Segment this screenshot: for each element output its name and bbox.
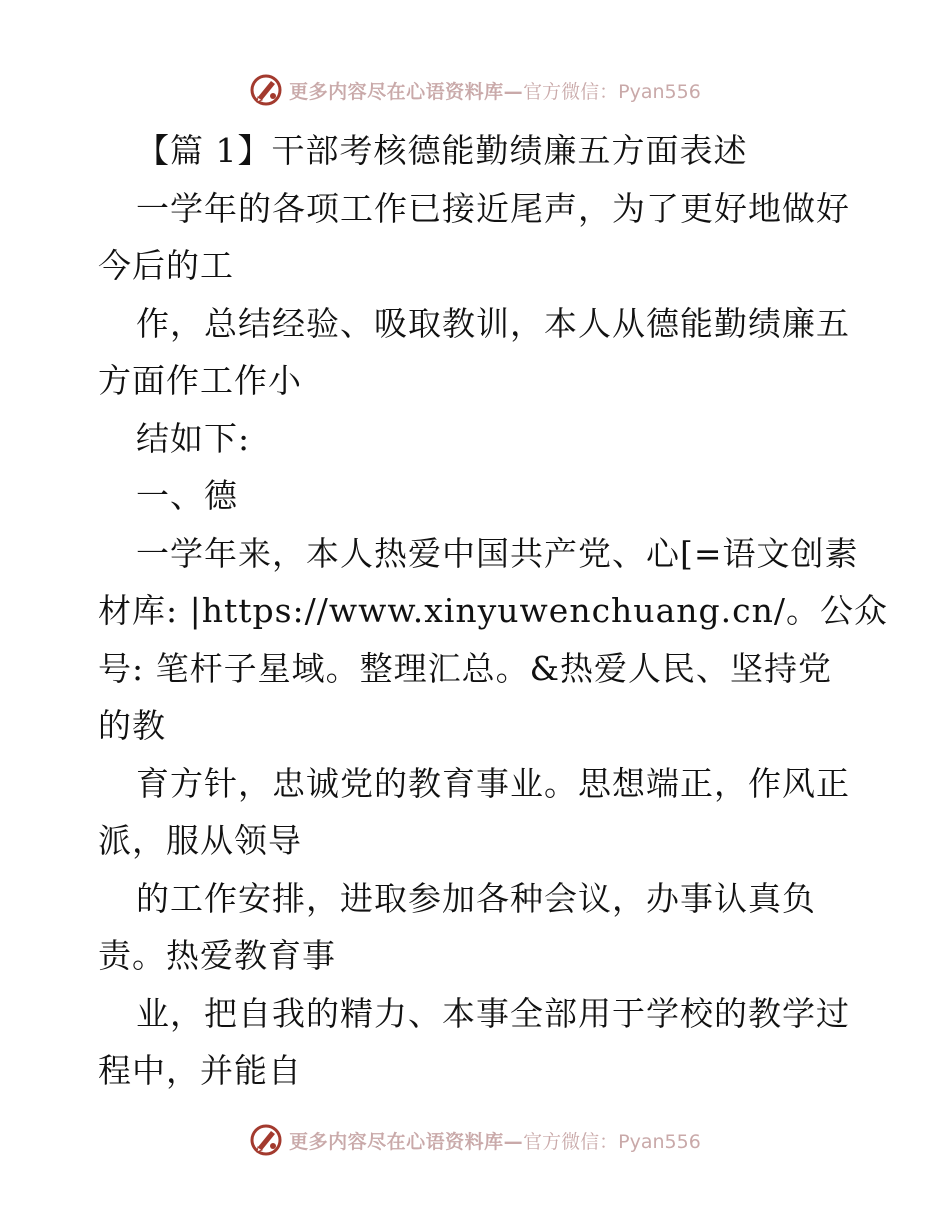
banner-text: 更多内容尽在心语资料库—: [289, 1130, 524, 1153]
pen-circle-logo-icon: [249, 1123, 283, 1157]
pen-circle-logo-icon: [249, 73, 283, 107]
banner-wechat: 官方微信：Pyan556: [523, 80, 701, 103]
text-line: 责。热爱教育事: [98, 936, 336, 975]
text-line: 一学年来，本人热爱中国共产党、心[=语文创素: [136, 533, 859, 573]
document-body: [98, 122, 888, 1100]
text-line: 材库: |https://www.xinyuwenchuang.cn/。公众: [98, 591, 888, 630]
text-line: 的工作安排，进取参加各种会议，办事认真负: [136, 878, 816, 918]
text-line: 程中，并能自: [98, 1051, 302, 1090]
document-title: 【篇 1】干部考核德能勤绩廉五方面表述: [136, 131, 748, 170]
footer-watermark-banner: [0, 1120, 950, 1160]
banner-wechat: 官方微信：Pyan556: [523, 1130, 701, 1153]
banner-text: 更多内容尽在心语资料库—: [289, 80, 524, 103]
text-line: 号: 笔杆子星域。整理汇总。&热爱人民、坚持党: [98, 648, 832, 688]
text-line: 结如下:: [136, 418, 251, 458]
header-watermark-banner: [0, 70, 950, 110]
text-line: 方面作工作小: [98, 361, 302, 400]
text-line: 一学年的各项工作已接近尾声，为了更好地做好: [136, 188, 850, 228]
text-line: 育方针，忠诚党的教育事业。思想端正，作风正: [136, 763, 850, 803]
text-line: 今后的工: [98, 246, 234, 285]
text-line: 作，总结经验、吸取教训，本人从德能勤绩廉五: [136, 303, 850, 343]
text-line: 派，服从领导: [98, 821, 302, 860]
text-line: 一、德: [136, 476, 238, 515]
text-line: 业，把自我的精力、本事全部用于学校的教学过: [136, 993, 850, 1033]
text-line: 的教: [98, 706, 166, 745]
